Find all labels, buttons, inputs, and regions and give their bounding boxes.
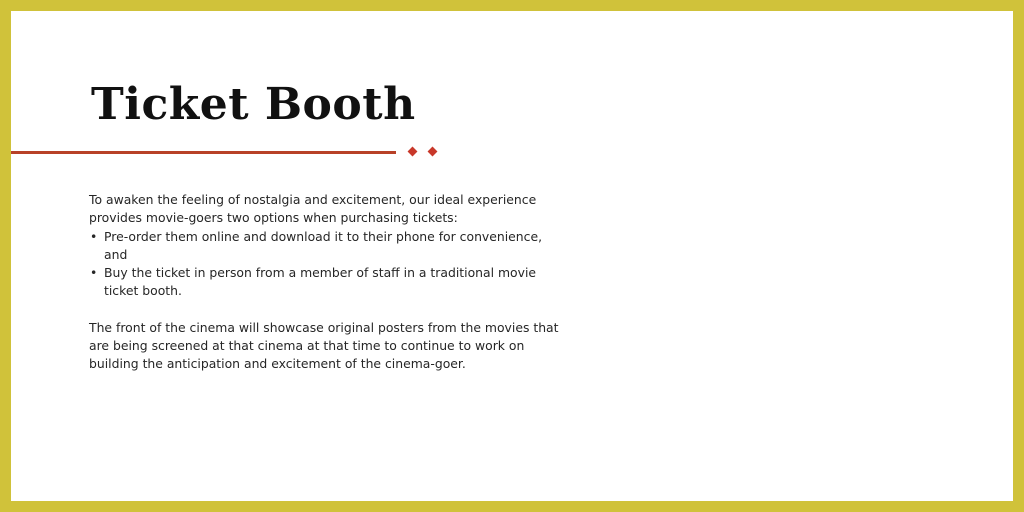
body-text [89,191,559,374]
bullet-list [89,228,559,301]
closing-paragraph: The front of the cinema will showcase original posters from the movies that are being screened at that cinema at that time to continue to work on building the anticipation and excitement of the cinema-goer. [89,319,559,372]
list-item [89,228,559,265]
paragraph-spacer [89,301,559,319]
bullet-icon: • [90,228,98,244]
diamond-icon [428,147,438,157]
title-divider [11,151,396,154]
diamond-icon [408,147,418,157]
list-item-text: Pre-order them online and download it to their phone for convenience, and [104,228,543,262]
page-title: Ticket Booth [91,79,416,130]
slide [11,11,1013,501]
bullet-icon: • [90,265,98,281]
list-item-text: Buy the ticket in person from a member of staff in a traditional movie ticket booth. [104,265,537,299]
intro-paragraph: To awaken the feeling of nostalgia and excitement, our ideal experience provides movie-goers two options when purchasing tickets: [89,192,537,226]
list-item [89,264,559,301]
